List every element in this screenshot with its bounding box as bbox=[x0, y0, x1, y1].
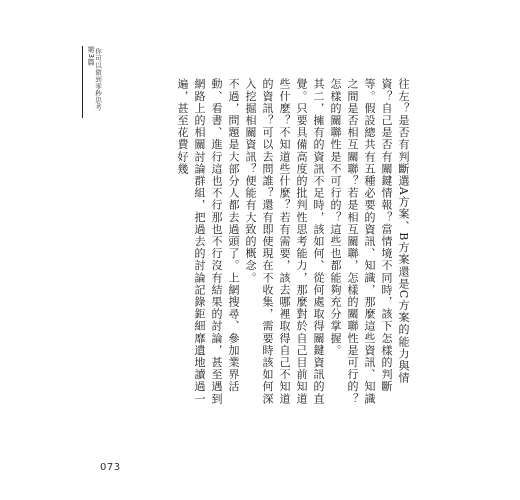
paragraph: 不過，問題是大部分人都去過頭了。上網搜尋、參加業界活動、看書、進行這也不行那也不行沒有結果的討論，甚至遇到網路上的相關討論群組，把過去的討論記錄鉅細靡遺地讀過一遍，甚至花費好幾 bbox=[176, 78, 240, 405]
header-rule bbox=[82, 46, 83, 118]
paragraph: 往左？是否有判斷選A方案、B方案還是C方案的能力與情資？自己是否有關鍵情報？當情境不同時，該下怎樣的判斷等。假設總共有五種必要的資訊、知識，那麼這些資訊、知識之間是否相互關聯？若是相互關聯，怎樣的關聯性是可行的？怎樣的關聯性是不可行的？這些也都能夠充分掌握。 bbox=[329, 78, 410, 405]
chapter-title: 你可以做到零秒思考 bbox=[94, 48, 102, 111]
body-text bbox=[157, 78, 412, 408]
chapter-label: 第3篇 bbox=[87, 46, 95, 66]
paragraph: 其二，擁有的資訊不足時，該如何、從何處取得關鍵資訊的直覺。只要具備高度的批判性思考能力，那麼對於自己目前知道些什麼？不知道些什麼？若有需要，該去哪裡取得自己不知道的資訊？可以去問誰？還有即使現在不收集，需要時該如何深入挖掘相關資訊？便能有大致的概念。 bbox=[244, 78, 325, 405]
page-number: 073 bbox=[100, 462, 121, 473]
running-header bbox=[82, 46, 102, 118]
